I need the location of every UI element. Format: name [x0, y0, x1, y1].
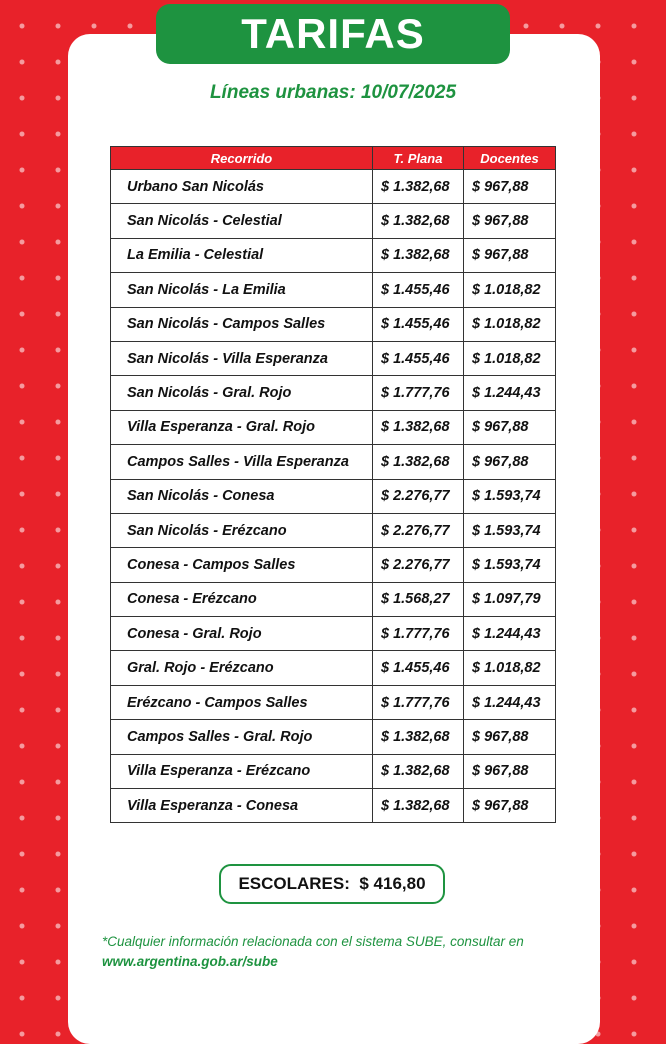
- route-cell: Campos Salles - Villa Esperanza: [111, 445, 373, 479]
- route-cell: San Nicolás - Celestial: [111, 204, 373, 238]
- table-row: [111, 685, 556, 719]
- t-plana-cell: $ 1.777,76: [373, 376, 464, 410]
- page-subtitle: Líneas urbanas: 10/07/2025: [209, 82, 457, 103]
- docentes-cell: $ 1.244,43: [464, 617, 556, 651]
- route-cell: La Emilia - Celestial: [111, 238, 373, 272]
- t-plana-cell: $ 2.276,77: [373, 479, 464, 513]
- docentes-cell: $ 967,88: [464, 170, 556, 204]
- table-row: [111, 273, 556, 307]
- column-header-recorrido: Recorrido: [111, 147, 373, 170]
- t-plana-cell: $ 1.455,46: [373, 307, 464, 341]
- route-cell: Conesa - Campos Salles: [111, 548, 373, 582]
- table-row: [111, 341, 556, 375]
- route-cell: Villa Esperanza - Conesa: [111, 789, 373, 823]
- t-plana-cell: $ 1.382,68: [373, 410, 464, 444]
- fares-table: [110, 146, 556, 823]
- route-cell: San Nicolás - Villa Esperanza: [111, 341, 373, 375]
- route-cell: San Nicolás - Campos Salles: [111, 307, 373, 341]
- docentes-cell: $ 967,88: [464, 410, 556, 444]
- route-cell: San Nicolás - La Emilia: [111, 273, 373, 307]
- docentes-cell: $ 1.018,82: [464, 307, 556, 341]
- table-row: [111, 548, 556, 582]
- table-row: [111, 204, 556, 238]
- docentes-cell: $ 967,88: [464, 789, 556, 823]
- table-header-row: [111, 147, 556, 170]
- docentes-cell: $ 967,88: [464, 238, 556, 272]
- route-cell: San Nicolás - Erézcano: [111, 513, 373, 547]
- table-row: [111, 720, 556, 754]
- route-cell: San Nicolás - Gral. Rojo: [111, 376, 373, 410]
- t-plana-cell: $ 1.455,46: [373, 273, 464, 307]
- table-row: [111, 651, 556, 685]
- t-plana-cell: $ 1.777,76: [373, 617, 464, 651]
- escolares-label: ESCOLARES:: [238, 874, 350, 893]
- escolares-value: $ 416,80: [359, 874, 426, 893]
- footer-note: [102, 932, 572, 972]
- route-cell: Villa Esperanza - Gral. Rojo: [111, 410, 373, 444]
- table-row: [111, 582, 556, 616]
- t-plana-cell: $ 1.382,68: [373, 204, 464, 238]
- docentes-cell: $ 967,88: [464, 445, 556, 479]
- column-header-docentes: Docentes: [464, 147, 556, 170]
- t-plana-cell: $ 1.455,46: [373, 651, 464, 685]
- route-cell: Villa Esperanza - Erézcano: [111, 754, 373, 788]
- docentes-cell: $ 967,88: [464, 754, 556, 788]
- table-row: [111, 754, 556, 788]
- t-plana-cell: $ 1.455,46: [373, 341, 464, 375]
- route-cell: Campos Salles - Gral. Rojo: [111, 720, 373, 754]
- docentes-cell: $ 1.593,74: [464, 479, 556, 513]
- escolares-box: [219, 864, 445, 904]
- docentes-cell: $ 967,88: [464, 204, 556, 238]
- page-title: TARIFAS: [241, 10, 425, 57]
- t-plana-cell: $ 1.382,68: [373, 238, 464, 272]
- t-plana-cell: $ 2.276,77: [373, 548, 464, 582]
- table-row: [111, 789, 556, 823]
- table-row: [111, 238, 556, 272]
- docentes-cell: $ 1.018,82: [464, 273, 556, 307]
- table-row: [111, 617, 556, 651]
- route-cell: Urbano San Nicolás: [111, 170, 373, 204]
- t-plana-cell: $ 1.777,76: [373, 685, 464, 719]
- title-banner: [156, 4, 510, 64]
- table-row: [111, 410, 556, 444]
- column-header-t-plana: T. Plana: [373, 147, 464, 170]
- t-plana-cell: $ 1.382,68: [373, 789, 464, 823]
- table-row: [111, 445, 556, 479]
- table-row: [111, 479, 556, 513]
- route-cell: Gral. Rojo - Erézcano: [111, 651, 373, 685]
- docentes-cell: $ 1.593,74: [464, 548, 556, 582]
- t-plana-cell: $ 1.382,68: [373, 720, 464, 754]
- t-plana-cell: $ 1.382,68: [373, 170, 464, 204]
- docentes-cell: $ 967,88: [464, 720, 556, 754]
- t-plana-cell: $ 1.382,68: [373, 754, 464, 788]
- docentes-cell: $ 1.244,43: [464, 376, 556, 410]
- table-row: [111, 513, 556, 547]
- docentes-cell: $ 1.018,82: [464, 341, 556, 375]
- route-cell: Conesa - Gral. Rojo: [111, 617, 373, 651]
- docentes-cell: $ 1.593,74: [464, 513, 556, 547]
- docentes-cell: $ 1.018,82: [464, 651, 556, 685]
- route-cell: Erézcano - Campos Salles: [111, 685, 373, 719]
- sube-link[interactable]: www.argentina.gob.ar/sube: [102, 954, 278, 969]
- t-plana-cell: $ 1.568,27: [373, 582, 464, 616]
- t-plana-cell: $ 2.276,77: [373, 513, 464, 547]
- route-cell: Conesa - Erézcano: [111, 582, 373, 616]
- t-plana-cell: $ 1.382,68: [373, 445, 464, 479]
- docentes-cell: $ 1.097,79: [464, 582, 556, 616]
- footer-note-text: *Cualquier información relacionada con el sistema SUBE, consultar en: [102, 934, 524, 949]
- route-cell: San Nicolás - Conesa: [111, 479, 373, 513]
- table-row: [111, 307, 556, 341]
- table-row: [111, 170, 556, 204]
- table-row: [111, 376, 556, 410]
- fares-table-body: [111, 170, 556, 823]
- docentes-cell: $ 1.244,43: [464, 685, 556, 719]
